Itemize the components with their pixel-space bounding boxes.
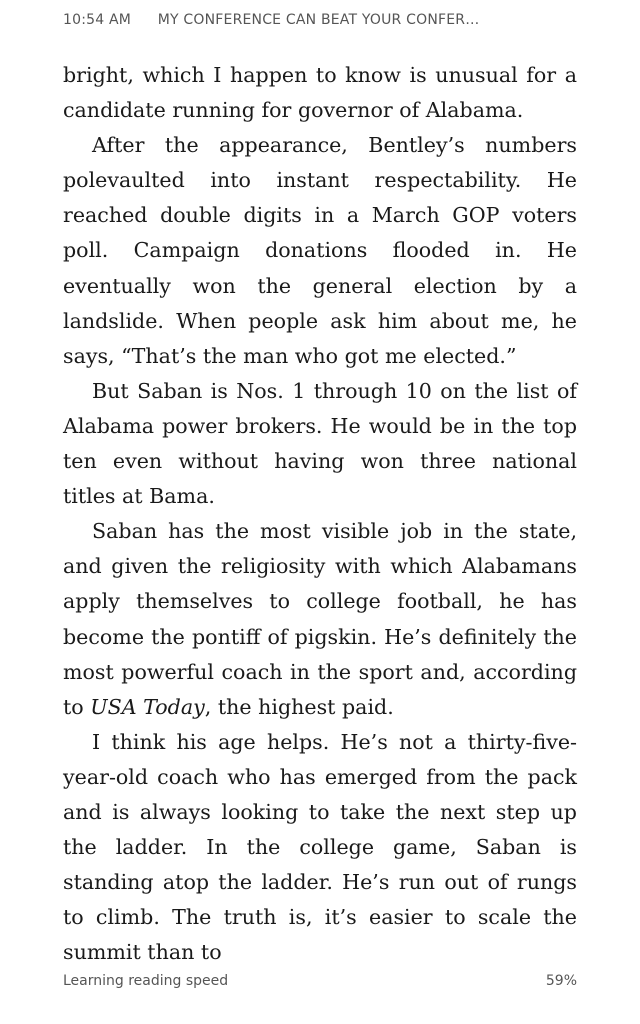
paragraph-2: After the appearance, Bentley’s numbers polevaulted into instant respectability. He reached double digits in a March GOP voters poll. Campaign donations flooded in. He eventually won the general election by a landslide. When people ask him about me, he says, “That’s the man who got me elected.” bbox=[63, 133, 577, 368]
publication-title: USA Today bbox=[90, 694, 205, 719]
reading-footer bbox=[63, 973, 577, 989]
paragraph-4-text-before: Saban has the most visible job in the state, and given the religiosity with which Alabamans apply themselves to college football, he has become the pontiff of pigskin. He’s definitely the most powerful coach in the sport and, according to bbox=[63, 519, 577, 719]
paragraph-5: I think his age helps. He’s not a thirty-five-year-old coach who has emerged from the pack and is always looking to take the next step up the ladder. In the college game, Saban is standing atop the ladder. He’s run out of rungs to climb. The truth is, it’s easier to scale the summit than to bbox=[63, 729, 577, 965]
reading-speed-label[interactable]: Learning reading speed bbox=[63, 973, 229, 989]
progress-percent[interactable]: 59% bbox=[545, 973, 577, 989]
paragraph-1: bright, which I happen to know is unusual for a candidate running for governor of Alabama. bbox=[63, 63, 577, 123]
paragraph-4 bbox=[63, 514, 577, 725]
status-bar bbox=[63, 12, 610, 28]
page-text[interactable] bbox=[63, 58, 577, 970]
book-title[interactable]: MY CONFERENCE CAN BEAT YOUR CONFER… bbox=[157, 12, 480, 28]
clock-time: 10:54 AM bbox=[63, 12, 132, 28]
paragraph-3: But Saban is Nos. 1 through 10 on the list of Alabama power brokers. He would be in the top ten even without having won three national titles at Bama. bbox=[63, 378, 577, 509]
paragraph-4-text-after: , the highest paid. bbox=[204, 694, 394, 719]
